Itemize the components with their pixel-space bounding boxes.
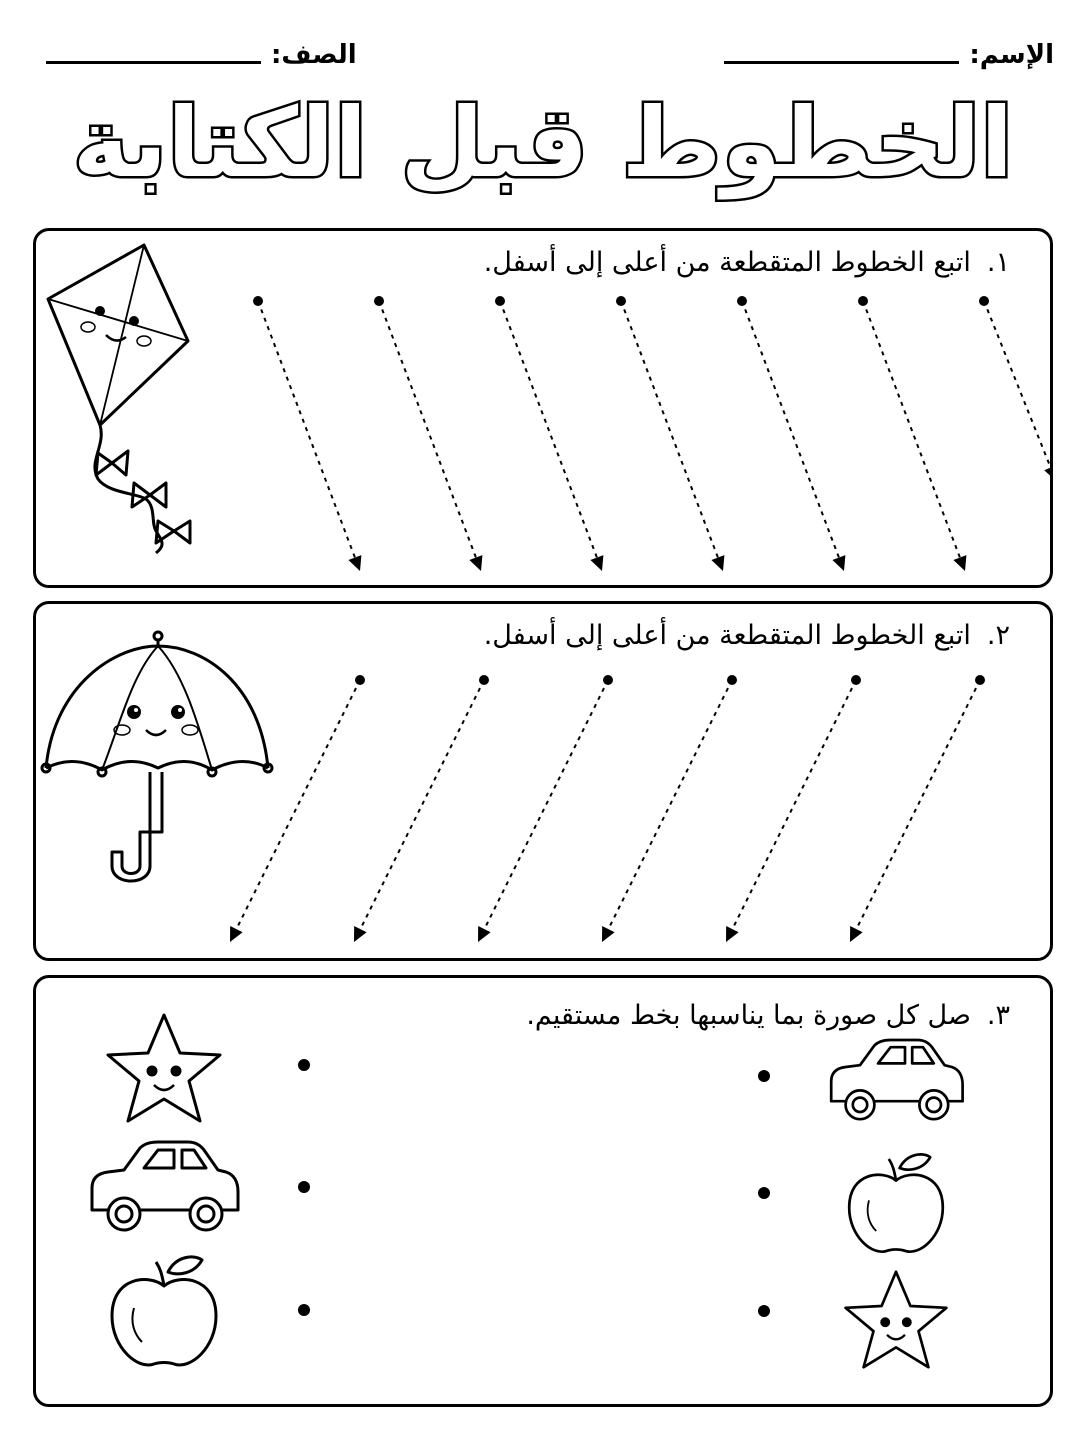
name-field[interactable] [724, 30, 1054, 70]
dashed-line[interactable] [379, 301, 477, 560]
name-line[interactable] [724, 61, 959, 64]
section-3 [33, 975, 1053, 1407]
section-1-trace-line-3[interactable] [495, 296, 603, 571]
star-icon [846, 1272, 947, 1367]
dashed-line[interactable] [742, 301, 840, 560]
dashed-line[interactable] [483, 680, 608, 931]
arrow-head-icon [832, 555, 845, 571]
dashed-line[interactable] [731, 680, 856, 931]
section-1-trace-line-2[interactable] [374, 296, 482, 571]
arrow-head-icon [711, 555, 724, 571]
section-3-number: ٣. [986, 1000, 1010, 1031]
page-title: الخطوط قبل الكتابة [72, 87, 1014, 199]
arrow-head-icon [726, 926, 739, 942]
section-1-trace-line-6[interactable] [858, 296, 966, 571]
dashed-line[interactable] [258, 301, 356, 560]
section-2 [33, 601, 1053, 961]
section-1-trace-lines[interactable] [36, 231, 1050, 585]
section-2-text: اتبع الخطوط المتقطعة من أعلى إلى أسفل. [483, 620, 971, 651]
apple-icon [849, 1154, 943, 1251]
arrow-head-icon [850, 926, 863, 942]
section-1-trace-line-1[interactable] [253, 296, 361, 571]
dashed-line[interactable] [863, 301, 961, 560]
arrow-head-icon [1044, 465, 1050, 481]
dashed-line[interactable] [607, 680, 732, 931]
arrow-head-icon [469, 555, 482, 571]
class-line[interactable] [46, 61, 261, 64]
name-label: الإسم: [969, 40, 1054, 70]
section-2-trace-line-3[interactable] [478, 675, 613, 942]
car-icon [831, 1040, 962, 1119]
right-match-dot[interactable] [758, 1187, 770, 1199]
dashed-line[interactable] [855, 680, 980, 931]
section-2-trace-line-4[interactable] [602, 675, 737, 942]
dashed-line[interactable] [235, 680, 360, 931]
section-1-trace-line-7[interactable] [979, 296, 1050, 481]
section-2-trace-line-1[interactable] [230, 675, 365, 942]
section-1-number: ١. [986, 247, 1010, 278]
section-2-trace-line-6[interactable] [850, 675, 985, 942]
section-2-trace-lines[interactable] [36, 604, 1050, 958]
section-1-trace-line-5[interactable] [737, 296, 845, 571]
dashed-line[interactable] [984, 301, 1050, 470]
dashed-line[interactable] [500, 301, 598, 560]
arrow-head-icon [590, 555, 603, 571]
left-match-dot[interactable] [298, 1059, 310, 1071]
arrow-head-icon [354, 926, 367, 942]
section-3-text: صل كل صورة بما يناسبها بخط مستقيم. [526, 1000, 971, 1031]
arrow-head-icon [953, 555, 966, 571]
class-label: الصف: [271, 40, 357, 70]
left-match-dot[interactable] [298, 1181, 310, 1193]
section-2-trace-line-5[interactable] [726, 675, 861, 942]
section-2-number: ٢. [986, 620, 1010, 651]
apple-icon [112, 1257, 216, 1365]
section-2-trace-line-2[interactable] [354, 675, 489, 942]
arrow-head-icon [602, 926, 615, 942]
matching-area [36, 978, 1050, 1404]
class-field[interactable] [46, 30, 357, 70]
dashed-line[interactable] [621, 301, 719, 560]
arrow-head-icon [478, 926, 491, 942]
arrow-head-icon [348, 555, 361, 571]
right-match-dot[interactable] [758, 1305, 770, 1317]
section-1-text: اتبع الخطوط المتقطعة من أعلى إلى أسفل. [483, 247, 971, 278]
left-match-dot[interactable] [298, 1304, 310, 1316]
dashed-line[interactable] [359, 680, 484, 931]
section-1-trace-line-4[interactable] [616, 296, 724, 571]
section-1 [33, 228, 1053, 588]
star-icon [108, 1015, 220, 1121]
right-match-dot[interactable] [758, 1070, 770, 1082]
car-icon [92, 1142, 238, 1230]
arrow-head-icon [230, 926, 243, 942]
